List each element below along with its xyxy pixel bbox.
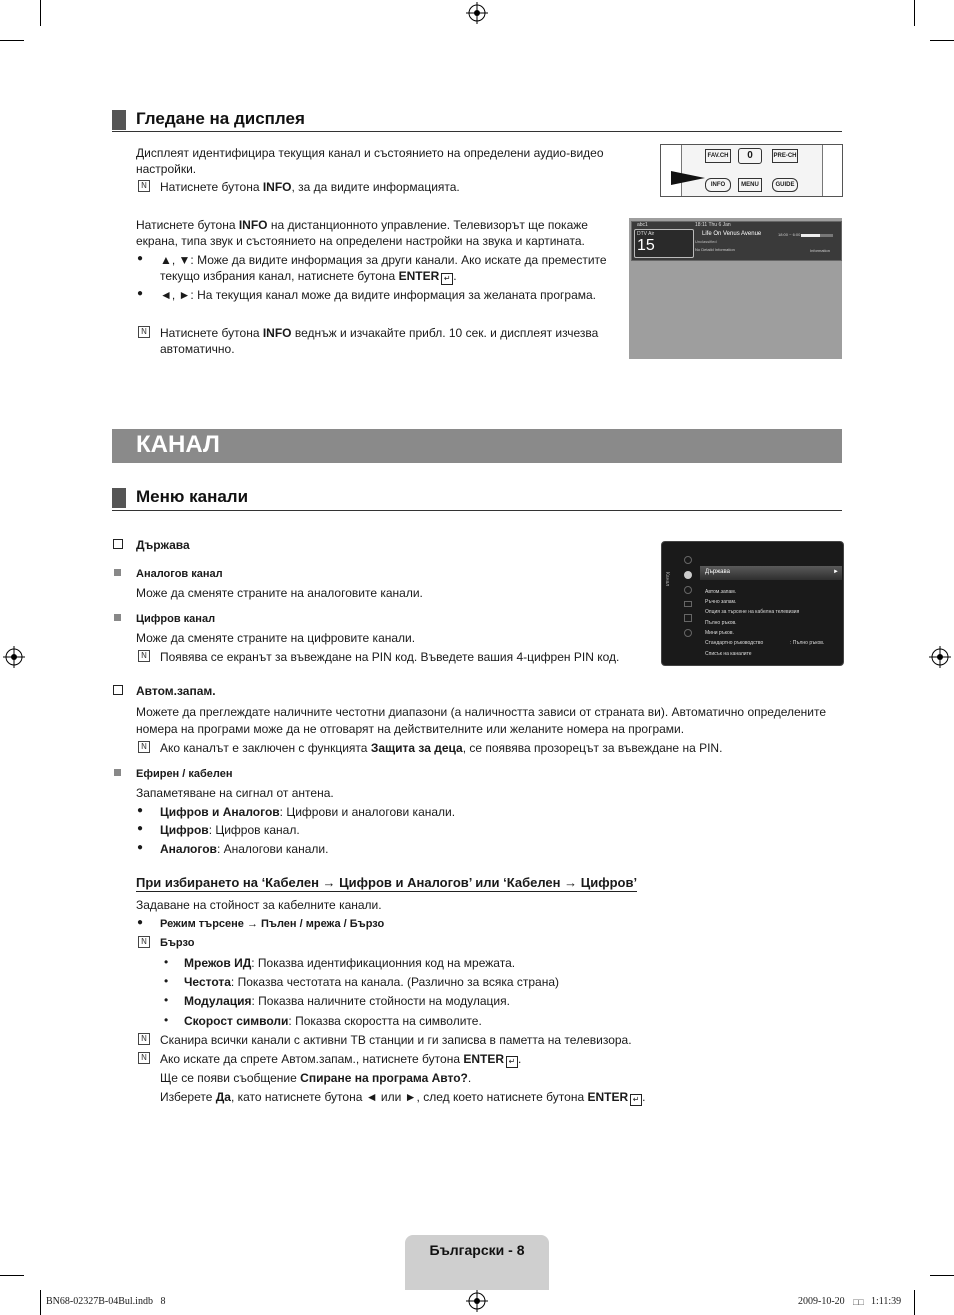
osd-source: abc1 <box>637 222 648 228</box>
section-heading: Гледане на дисплея <box>136 109 305 128</box>
bullet-icon: ● <box>137 917 144 928</box>
bullet-icon: ● <box>137 823 144 834</box>
intro-text: Дисплеят идентифицира текущия канал и състоянието на определени аудио-видео настройки. <box>136 146 604 176</box>
bullet-icon: ● <box>137 288 144 299</box>
menu-item: Опция за търсене на кабелна телевизия <box>705 609 800 615</box>
registration-mark-icon <box>466 1290 488 1312</box>
crop-mark <box>0 1275 24 1276</box>
osd-progress-bar <box>801 234 833 237</box>
menu-icon-column <box>684 556 694 636</box>
channel-menu-screenshot <box>661 541 844 666</box>
osd-nodetail: No Detaild Information <box>695 247 735 252</box>
digital-title: Цифров канал <box>136 613 216 625</box>
square-bullet-icon <box>114 769 121 776</box>
footer-time: 1:11:39 <box>871 1296 902 1307</box>
menu-item: Автом.запам. <box>705 589 737 595</box>
aircable-option-digital: Цифров: Цифров канал. <box>160 823 300 837</box>
menu-item-value: : Пълно ръков. <box>790 640 825 646</box>
zero-button: 0 <box>738 148 762 164</box>
osd-channel-number: 15 <box>637 237 655 254</box>
dot-icon: • <box>164 955 169 969</box>
bullet-icon: ● <box>137 253 144 264</box>
registration-mark-icon <box>929 646 951 668</box>
digital-desc: Може да сменяте страните на цифровите канали. <box>136 631 416 645</box>
symbol-rate: Скорост символи: Показва скоростта на символите. <box>184 1014 482 1028</box>
lock-note: Ако каналът е заключен с функцията Защита за деца, се появява прозорецът за въвеждане на PIN. <box>160 741 723 755</box>
osd-datetime: 18:11 Thu 6 Jan <box>695 222 731 228</box>
heading-rule <box>112 510 842 511</box>
crop-mark <box>40 0 41 26</box>
menu-item: Списък на каналите <box>705 651 752 657</box>
footer-date: 2009-10-20 <box>798 1296 845 1307</box>
page-number: Български - 8 <box>429 1242 525 1258</box>
picture-icon <box>684 556 692 564</box>
enter-icon: ↵ <box>506 1056 518 1068</box>
autostore-desc: Можете да преглеждате наличните честотни диапазони (а наличността зависи от страната ви). Автоматично определените номера на програми може да не отговарят на действителните или желаните номера на програми. <box>136 705 827 736</box>
crop-mark <box>930 1275 954 1276</box>
info-note: Натиснете бутона INFO, за да видите информацията. <box>160 180 460 194</box>
info-osd-screenshot <box>629 218 842 359</box>
bullet-icon: ● <box>137 842 144 853</box>
aircable-title: Ефирен / кабелен <box>136 768 233 780</box>
bullet-updown: ▲, ▼: Може да видите информация за други канали. Ако искате да преместите текущо избрания канал, натиснете бутона ENTER ↵ . <box>160 253 607 283</box>
fav-ch-button: FAV.CH <box>705 149 731 163</box>
menu-item: Мини ръков. <box>705 630 734 636</box>
remote-illustration <box>660 144 843 197</box>
registration-mark-icon <box>466 2 488 24</box>
note-icon: N <box>138 326 150 338</box>
registration-mark-icon <box>3 646 25 668</box>
dot-icon: • <box>164 993 169 1007</box>
note-icon: N <box>138 1052 150 1064</box>
menu-selected-label: Държава <box>705 569 730 575</box>
info-paragraph: Натиснете бутона INFO на дистанционното управление. Телевизорът ще покаже екрана, типа звук и състоянието на определени настройки на звука и картината. <box>136 218 588 248</box>
note-icon: N <box>138 650 150 662</box>
application-icon <box>684 614 692 622</box>
osd-information: Information <box>810 248 831 253</box>
input-icon <box>684 601 692 607</box>
pre-ch-button: PRE-CH <box>772 149 798 163</box>
frequency: Честота: Показва честотата на канала. (Различно за всяка страна) <box>184 975 560 989</box>
crop-mark <box>930 40 954 41</box>
dot-icon: • <box>164 1013 169 1027</box>
dot-icon: • <box>164 974 169 988</box>
info-timeout-note: Натиснете бутона INFO веднъж и изчакайте прибл. 10 сек. и дисплеят изчезва автоматично. <box>160 326 599 356</box>
square-bullet-icon <box>114 614 121 621</box>
enter-icon: ↵ <box>441 273 453 285</box>
crop-mark <box>40 1290 41 1315</box>
heading-marker <box>112 110 126 130</box>
heading-rule <box>112 131 842 132</box>
stop-message: Ще се появи съобщение Спиране на програма Авто?. <box>160 1071 472 1085</box>
aircable-desc: Запаметяване на сигнал от антена. <box>136 786 334 800</box>
info-button: INFO <box>705 178 731 192</box>
pin-note: Появява се екранът за въвеждане на PIN код. Въведете вашия 4-цифрен PIN код. <box>160 650 620 664</box>
bullet-icon: ● <box>137 805 144 816</box>
support-icon <box>684 629 692 637</box>
chapter-title: КАНАЛ <box>136 431 220 458</box>
fast-label: Бързо <box>160 937 195 949</box>
enter-icon: ↵ <box>630 1094 642 1106</box>
osd-program: Life On Venus Avenue <box>702 231 762 237</box>
page-number-tab <box>405 1235 549 1290</box>
menu-item: Пълно ръков. <box>705 620 737 626</box>
aircable-option-both: Цифров и Аналогов: Цифрови и аналогови канали. <box>160 805 456 819</box>
network-id: Мрежов ИД: Показва идентификационния код на мрежата. <box>184 956 516 970</box>
osd-timerange: 18:00 ~ 6:00 <box>778 232 801 237</box>
stop-note: Ако искате да спрете Автом.запам., натиснете бутона ENTER ↵ . <box>160 1052 522 1066</box>
section-heading: Меню канали <box>136 487 249 506</box>
chapter-bar <box>112 429 842 463</box>
checkbox-icon <box>113 539 123 549</box>
cable-heading: При избирането на ‘Кабелен → Цифров и Аналогов’ или ‘Кабелен → Цифров’ <box>136 875 638 890</box>
analog-desc: Може да сменяте страните на аналоговите канали. <box>136 586 423 600</box>
autostore-title: Автом.запам. <box>136 684 216 698</box>
menu-item: Стандартно ръководство <box>705 640 764 646</box>
bullet-leftright: ◄, ►: На текущия канал може да видите информация за желаната програма. <box>160 288 597 302</box>
checkbox-icon <box>113 685 123 695</box>
footer-glyph-icon: □□ <box>853 1297 864 1307</box>
guide-button: GUIDE <box>772 178 798 192</box>
setup-icon <box>684 586 692 594</box>
menu-side-label: Канал <box>664 572 670 587</box>
osd-unclassified: Unclassified <box>695 239 717 244</box>
heading-marker <box>112 488 126 508</box>
menu-item: Ръчно запам. <box>705 599 737 605</box>
cable-desc: Задаване на стойност за кабелните канали. <box>136 898 382 912</box>
analog-title: Аналогов канал <box>136 568 223 580</box>
square-bullet-icon <box>114 569 121 576</box>
menu-arrow-icon: ► <box>833 569 839 575</box>
pointer-arrow-icon <box>671 169 705 187</box>
stop-choose: Изберете Да, като натиснете бутона ◄ или ►, след което натиснете бутона ENTER ↵ . <box>160 1090 646 1104</box>
note-icon: N <box>138 180 150 192</box>
crop-mark <box>914 0 915 26</box>
aircable-option-analog: Аналогов: Аналогови канали. <box>160 842 329 856</box>
scan-note: Сканира всички канали с активни ТВ станции и ги записва в паметта на телевизора. <box>160 1033 632 1047</box>
menu-button: MENU <box>738 178 762 192</box>
note-icon: N <box>138 741 150 753</box>
note-icon: N <box>138 1033 150 1045</box>
crop-mark <box>0 40 24 41</box>
search-mode: Режим търсене → Пълен / мрежа / Бързо <box>160 918 385 930</box>
note-icon: N <box>138 936 150 948</box>
footer-file: BN68-02327B-04Bul.indb 8 <box>46 1296 166 1307</box>
crop-mark <box>914 1290 915 1315</box>
country-title: Държава <box>136 538 190 552</box>
modulation: Модулация: Показва наличните стойности на модулация. <box>184 994 510 1008</box>
osd-dtv: DTV Air <box>637 231 655 237</box>
channel-icon <box>684 571 692 579</box>
